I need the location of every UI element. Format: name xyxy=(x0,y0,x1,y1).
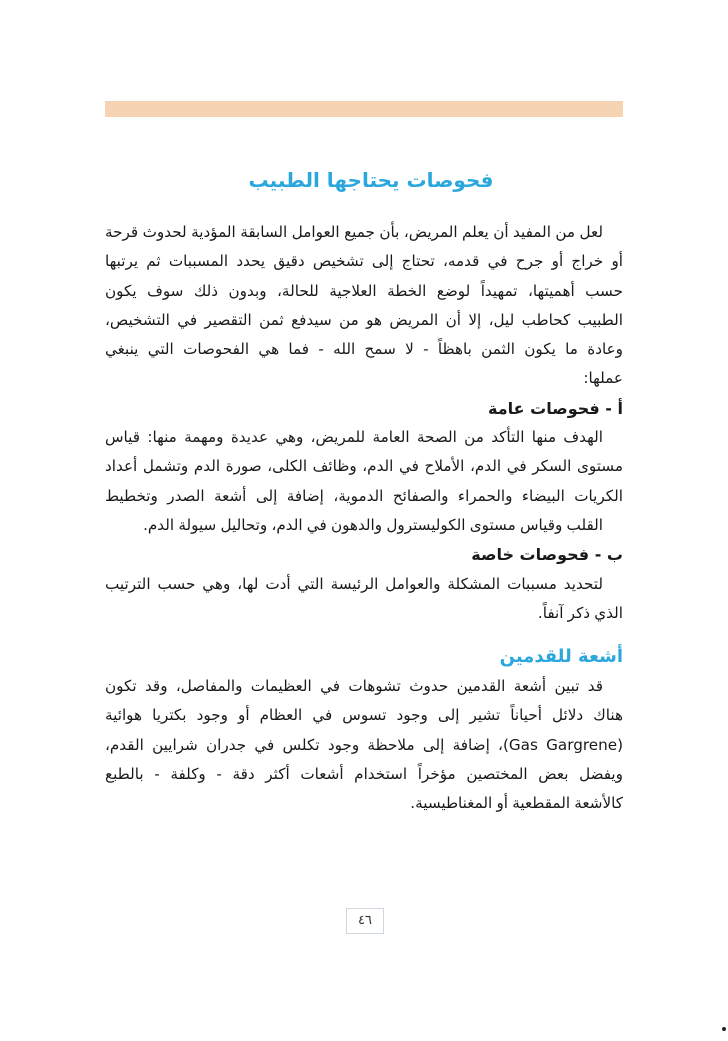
intro-paragraph xyxy=(105,218,623,394)
paragraph-line: وعادة ما يكون الثمن باهظاً - لا سمح الله - فما هي الفحوصات التي ينبغي xyxy=(105,340,623,359)
paragraph-line: الكريات البيضاء والحمراء والصفائح الدموية، إضافة إلى أشعة الصدر وتخطيط xyxy=(105,486,623,505)
paragraph-line: ويفضل بعض المختصين مؤخراً استخدام أشعات أكثر دقة - وكلفة - بالطبع xyxy=(105,765,623,784)
paragraph-line: الطبيب كحاطب ليل، إلا أن المريض هو من سيدفع ثمن التقصير في التشخيص، xyxy=(105,310,623,329)
page-number: ٤٦ xyxy=(346,908,384,934)
feet-xray-paragraph xyxy=(105,672,623,818)
paragraph-line: هناك دلائل أحياناً تشير إلى وجود تسوس في العظام أو وجود بكتريا هوائية xyxy=(105,706,623,725)
paragraph-line: الذي ذكر آنفاً. xyxy=(537,603,623,622)
paragraph-line: لعل من المفيد أن يعلم المريض، بأن جميع العوامل السابقة المؤدية لحدوث قرحة xyxy=(105,223,603,241)
general-tests-paragraph xyxy=(105,423,623,540)
paragraph-line: كالأشعة المقطعية أو المغناطيسية. xyxy=(410,794,623,813)
paragraph-line: حسب أهميتها، تمهيداً لوضع الخطة العلاجية للحالة، وبدون ذلك سوف يكون xyxy=(105,281,623,300)
paragraph-line: (Gas Gargrene)، إضافة إلى ملاحظة وجود تكلس في جدران شرايين القدم، xyxy=(105,735,623,754)
corner-dot xyxy=(722,1027,726,1031)
paragraph-line: عملها: xyxy=(583,369,623,388)
paragraph-line: مستوى السكر في الدم، الأملاح في الدم، وظائف الكلى، صورة الدم وتشمل أعداد xyxy=(105,457,623,476)
main-content xyxy=(105,218,623,819)
top-decorative-band xyxy=(105,101,623,117)
paragraph-line: أو خراج أو جرح في قدمه، تحتاج إلى تشخيص دقيق يحدد المسببات ثم يرتبها xyxy=(105,252,623,271)
general-tests-heading: أ - فحوصات عامة xyxy=(488,398,623,418)
page-title: فحوصات يحتاجها الطبيب xyxy=(248,168,494,192)
paragraph-line: قد تبين أشعة القدمين حدوث تشوهات في العظيمات والمفاصل، وقد تكون xyxy=(105,677,603,696)
special-tests-heading: ب - فحوصات خاصة xyxy=(471,545,623,565)
paragraph-line: لتحديد مسببات المشكلة والعوامل الرئيسة التي أدت لها، وهي حسب الترتيب xyxy=(105,574,603,593)
special-tests-paragraph xyxy=(105,570,623,629)
feet-xray-heading: أشعة للقدمين xyxy=(499,646,623,668)
paragraph-line: القلب وقياس مستوى الكوليسترول والدهون في الدم، وتحاليل سيولة الدم. xyxy=(143,515,603,534)
paragraph-line: الهدف منها التأكد من الصحة العامة للمريض، وهي عديدة ومهمة منها: قياس xyxy=(105,428,603,447)
